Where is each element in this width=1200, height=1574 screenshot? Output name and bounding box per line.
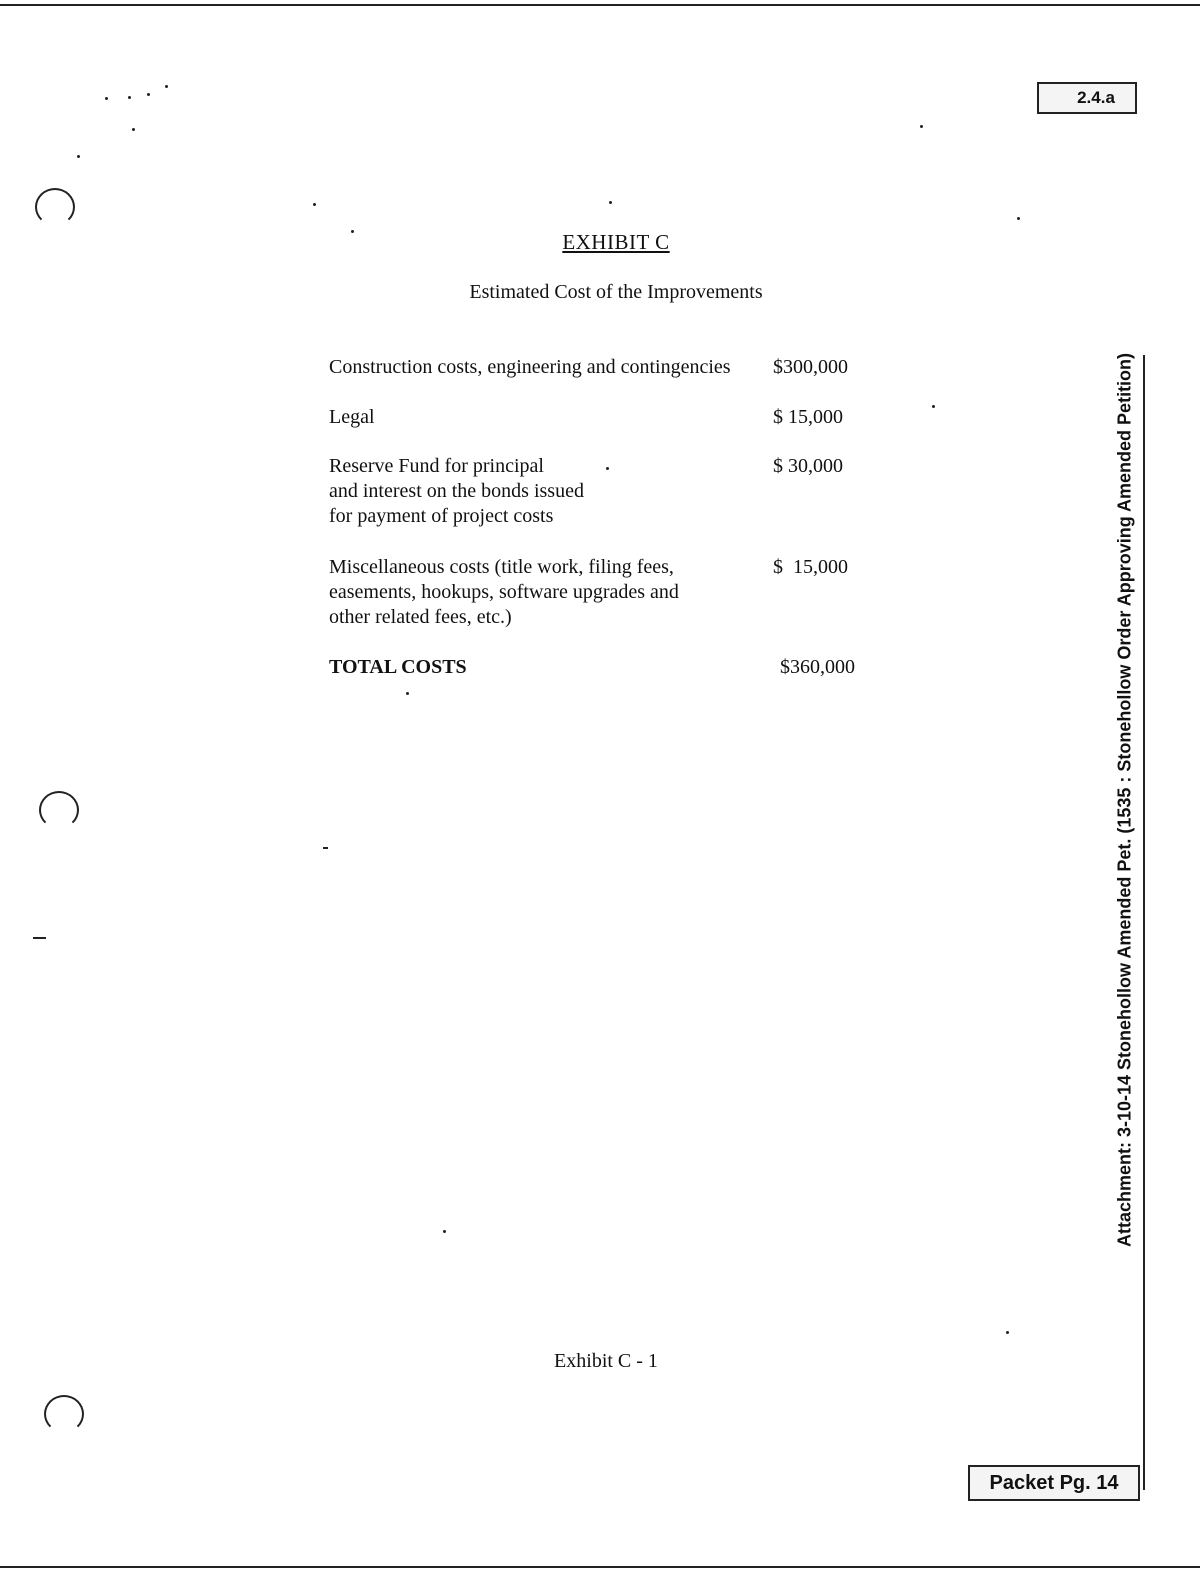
right-margin-rule (1143, 355, 1145, 1490)
cost-row-reserve-fund (329, 454, 869, 529)
cost-line: Construction costs, engineering and contingencies (329, 356, 731, 378)
cost-amount: $300,000 (773, 356, 848, 378)
cost-line: Reserve Fund for principal (329, 455, 544, 477)
total-label: TOTAL COSTS (329, 656, 467, 678)
scan-speck (105, 97, 108, 100)
cost-line: Miscellaneous costs (title work, filing fees, (329, 556, 674, 578)
bottom-scan-border (0, 1566, 1200, 1568)
scan-speck (920, 125, 923, 128)
scan-speck (165, 85, 168, 88)
binder-hole-icon (44, 1395, 84, 1433)
cost-line: other related fees, etc.) (329, 606, 512, 628)
page-title: EXHIBIT C (562, 230, 670, 254)
total-amount: $360,000 (780, 656, 855, 678)
scan-speck (313, 203, 316, 206)
scan-speck (406, 692, 409, 695)
cost-line: and interest on the bonds issued (329, 480, 584, 502)
attachment-label: Attachment: 3-10-14 Stonehollow Amended Pet. (1535 : Stonehollow Order Approving Amended Petition) (1114, 352, 1135, 1248)
cost-line: for payment of project costs (329, 505, 554, 527)
scan-mark (323, 847, 328, 849)
packet-page-badge (968, 1465, 1140, 1501)
scan-speck (932, 405, 935, 408)
agenda-item-label: 2.4.a (1077, 88, 1115, 107)
cost-description (329, 454, 584, 529)
scan-speck (1006, 1331, 1009, 1334)
page-footer: Exhibit C - 1 (554, 1350, 658, 1372)
page-subtitle: Estimated Cost of the Improvements (469, 281, 763, 303)
packet-page-label: Packet Pg. 14 (989, 1471, 1119, 1494)
agenda-item-badge (1037, 82, 1137, 114)
scan-speck (128, 96, 131, 99)
cost-line: Legal (329, 406, 375, 428)
scan-speck (147, 93, 150, 96)
cost-amount: $ 30,000 (773, 455, 843, 477)
cost-description (329, 555, 679, 630)
binder-hole-icon (39, 791, 79, 829)
scan-mark (33, 937, 46, 939)
cost-row-miscellaneous (329, 555, 869, 630)
cost-amount: $ 15,000 (773, 406, 843, 428)
cost-description (329, 355, 731, 380)
cost-description (329, 405, 375, 430)
scan-speck (443, 1230, 446, 1233)
cost-row-legal (329, 405, 869, 430)
cost-row-construction (329, 355, 869, 380)
scan-speck (609, 201, 612, 204)
cost-row-total (329, 655, 869, 680)
cost-line: easements, hookups, software upgrades and (329, 581, 679, 603)
binder-hole-icon (35, 188, 75, 226)
top-scan-border (0, 4, 1200, 6)
cost-amount: $ 15,000 (773, 556, 848, 578)
scan-speck (77, 155, 80, 158)
scan-speck (1017, 217, 1020, 220)
scan-speck (132, 128, 135, 131)
